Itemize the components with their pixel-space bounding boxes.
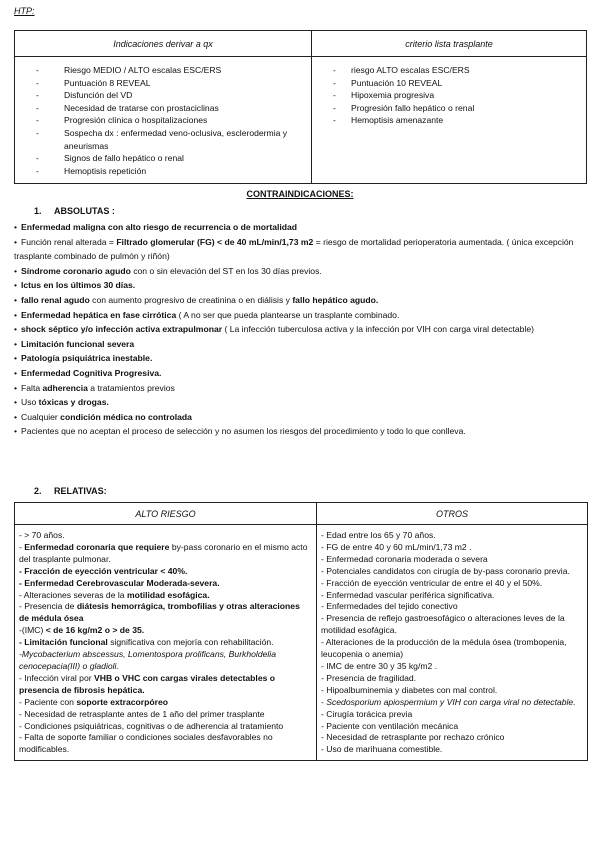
text-run: Enfermedad maligna con alto riesgo de recurrencia o de mortalidad <box>21 222 298 232</box>
indication-item: - Riesgo MEDIO / ALTO escalas ESC/ERS <box>15 64 311 77</box>
text-run: - Enfermedades del tejido conectivo <box>321 601 458 612</box>
other-item <box>321 697 583 709</box>
other-item <box>321 744 583 756</box>
transplant-criteria-header: criterio lista trasplante <box>312 31 587 57</box>
text-run: tóxicas y drogas. <box>38 397 109 408</box>
other-item <box>321 721 583 733</box>
bullet-icon: • <box>14 426 18 437</box>
bullet-icon: • <box>14 411 18 422</box>
other-item <box>321 732 583 744</box>
text-run: ( La infección tuberculosa activa y la infección por VIH con carga viral detectable) <box>222 324 535 335</box>
text-run: condición médica no controlada <box>60 411 192 422</box>
text-run: by-pass coronario en el mismo acto del trasplante pulmonar. <box>19 541 308 564</box>
text-run: - Limitación funcional <box>19 637 108 648</box>
text-run: fallo renal agudo <box>21 294 90 305</box>
high-risk-item <box>19 709 312 721</box>
transplant-criterion-item: - Hemoptisis amenazante <box>312 114 586 127</box>
indication-item: - Hemoptisis repetición <box>15 165 311 178</box>
bullet-icon: • <box>14 294 18 305</box>
text-run: < de 16 kg/m2 o > de 35. <box>45 625 145 636</box>
others-cell <box>317 525 588 761</box>
text-run: - Enfermedad vascular periférica significativa. <box>321 589 495 600</box>
bullet-icon: • <box>14 309 18 320</box>
indications-header: Indicaciones derivar a qx <box>15 31 312 57</box>
other-item <box>321 566 583 578</box>
text-run: - Alteraciones de la producción de la médula ósea (trombopenia, leucopenia o anemia) <box>321 637 567 660</box>
transplant-criterion-item: - Hipoxemia progresiva <box>312 89 586 102</box>
text-run: Síndrome coronario agudo <box>21 265 131 276</box>
text-run: -Mycobacterium abscessus, Lomentospora prolificans, Burkholdelia cenocepacia(III) o gladioli. <box>19 649 276 671</box>
text-run: - Falta de soporte familiar o condiciones sociales desfavorables no modificables. <box>19 732 273 755</box>
absolute-item <box>14 337 588 352</box>
indication-item: - Sospecha dx : enfermedad veno-oclusiva, esclerodermia y aneurismas <box>15 127 311 152</box>
bullet-icon: • <box>14 324 18 335</box>
high-risk-item <box>19 637 312 649</box>
absolute-item <box>14 351 588 366</box>
bullet-icon: • <box>14 397 18 408</box>
high-risk-item <box>19 601 312 625</box>
text-run: Patología psiquiátrica inestable. <box>21 353 153 364</box>
absolute-heading <box>34 206 115 216</box>
other-item <box>321 554 583 566</box>
other-item <box>321 709 583 721</box>
absolute-item <box>14 410 588 425</box>
text-run: Enfermedad Cognitiva Progresiva. <box>21 367 162 378</box>
high-risk-item <box>19 625 312 637</box>
other-item <box>321 637 583 661</box>
text-run: Pacientes que no aceptan el proceso de selección y no asumen los riesgos del procedimiento y todo lo que conlleva. <box>21 426 466 437</box>
text-run: - Fracción de eyección ventricular de entre el 40 y el 50%. <box>321 577 543 588</box>
indication-item: - Puntuación 8 REVEAL <box>15 77 311 90</box>
others-header: OTROS <box>317 503 588 525</box>
absolute-number: 1. <box>34 206 42 216</box>
absolute-item <box>14 424 588 439</box>
text-run: con o sin elevación del ST en los 30 días previos. <box>130 265 322 276</box>
other-item <box>321 578 583 590</box>
text-run: Uso <box>21 397 39 408</box>
absolute-item <box>14 293 588 308</box>
htp-label: HTP: <box>14 6 35 16</box>
absolute-item <box>14 322 588 337</box>
text-run: Enfermedad hepática en fase cirrótica <box>21 309 177 320</box>
indication-item: - Disfunción del VD <box>15 89 311 102</box>
text-run: Enfermedad coronaria que requiere <box>24 541 170 552</box>
text-run: - Edad entre los 65 y 70 años. <box>321 530 436 540</box>
text-run: VHB o VHC con cargas virales detectables o presencia de fibrosis hepática. <box>19 672 276 695</box>
text-run: fallo hepático agudo. <box>292 294 379 305</box>
high-risk-item <box>19 732 312 756</box>
text-run: significativa con mejoría con rehabilitación. <box>107 637 274 648</box>
indication-item: - Signos de fallo hepático o renal <box>15 152 311 165</box>
text-run: - Uso de marihuana comestible. <box>321 744 443 755</box>
absolute-item <box>14 308 588 323</box>
text-run: Falta <box>21 382 43 393</box>
other-item <box>321 530 583 542</box>
text-run: shock séptico y/o infección activa extrapulmonar <box>21 324 223 335</box>
bullet-icon: • <box>14 265 18 276</box>
text-run: - Fracción de eyección ventricular < 40%. <box>19 565 188 576</box>
text-run: - IMC de entre 30 y 35 kg/m2 . <box>321 660 438 671</box>
other-item <box>321 590 583 602</box>
transplant-criterion-item: - Progresión fallo hepático o renal <box>312 102 586 115</box>
high-risk-header: ALTO RIESGO <box>15 503 317 525</box>
high-risk-item <box>19 673 312 697</box>
text-run: - Enfermedad Cerebrovascular Moderada-severa. <box>19 577 220 588</box>
contraindications-title: CONTRAINDICACIONES: <box>246 189 354 199</box>
transplant-criterion-item: - Puntuación 10 REVEAL <box>312 77 586 90</box>
absolute-contraindications-list <box>14 220 588 439</box>
other-item <box>321 661 583 673</box>
relative-number: 2. <box>34 486 42 496</box>
text-run: - Cirugía torácica previa <box>321 708 413 719</box>
text-run: Filtrado glomerular (FG) < de 40 mL/min/1,73 m2 <box>116 236 314 247</box>
high-risk-cell <box>15 525 317 761</box>
text-run: diátesis hemorrágica, trombofilias y otras alteraciones de médula ósea <box>19 601 300 624</box>
high-risk-item <box>19 721 312 733</box>
bullet-icon: • <box>14 382 18 393</box>
bullet-icon: • <box>14 222 18 232</box>
text-run: = riesgo de mortalidad perioperatoria aumentada. ( única excepción trasplante combinado de pulmón y riñón) <box>14 236 574 262</box>
absolute-item <box>14 235 588 264</box>
text-run: con aumento progresivo de creatinina o en diálisis y <box>89 294 293 305</box>
relative-contraindications-table <box>14 502 588 761</box>
high-risk-item <box>19 542 312 566</box>
text-run: - Necesidad de retrasplante por rechazo crónico <box>321 732 505 743</box>
absolute-title: ABSOLUTAS : <box>54 206 115 216</box>
text-run: Ictus en los últimos 30 días. <box>21 280 136 291</box>
text-run: - Presencia de fragilidad. <box>321 672 417 683</box>
text-run: - Infección viral por <box>19 672 94 683</box>
high-risk-item <box>19 566 312 578</box>
text-run: - Alteraciones severas de la <box>19 589 127 600</box>
text-run: a tratamientos previos <box>87 382 175 393</box>
indications-table <box>14 30 587 184</box>
high-risk-item <box>19 649 312 673</box>
text-run: Cualquier <box>21 411 61 422</box>
text-run: - Presencia de reflejo gastroesofágico o alteraciones leves de la motilidad esofágica. <box>321 613 565 636</box>
bullet-icon: • <box>14 280 18 291</box>
other-item <box>321 542 583 554</box>
bullet-icon: • <box>14 338 18 349</box>
other-item <box>321 613 583 637</box>
transplant-criterion-item: - riesgo ALTO escalas ESC/ERS <box>312 64 586 77</box>
transplant-criteria-cell <box>312 57 587 184</box>
relative-title: RELATIVAS: <box>54 486 107 496</box>
high-risk-item <box>19 530 312 542</box>
absolute-item <box>14 220 588 235</box>
text-run: - Potenciales candidatos con cirugía de by-pass coronario previa. <box>321 565 570 576</box>
high-risk-item <box>19 578 312 590</box>
text-run: - Condiciones psiquiátricas, cognitivas o de adherencia al tratamiento <box>19 720 284 731</box>
indication-item: - Necesidad de tratarse con prostaciclinas <box>15 102 311 115</box>
text-run: - Necesidad de retrasplante antes de 1 año del primer trasplante <box>19 708 265 719</box>
text-run: - Paciente con ventilación mecánica <box>321 720 459 731</box>
transplant-criteria-list <box>312 64 586 127</box>
bullet-icon: • <box>14 353 18 364</box>
relative-heading <box>34 486 107 496</box>
text-run: - > 70 años. <box>19 530 65 540</box>
text-run: - Hipoalbuminemia y diabetes con mal control. <box>321 684 498 695</box>
text-run: - Enfermedad coronaria moderada o severa <box>321 553 488 564</box>
bullet-icon: • <box>14 236 18 247</box>
absolute-item <box>14 264 588 279</box>
other-item <box>321 673 583 685</box>
absolute-item <box>14 278 588 293</box>
text-run: adherencia <box>42 382 88 393</box>
indications-list <box>15 64 311 177</box>
absolute-item <box>14 366 588 381</box>
bullet-icon: • <box>14 367 18 378</box>
text-run: -(IMC) <box>19 625 46 636</box>
text-run: - FG de entre 40 y 60 mL/min/1,73 m2 . <box>321 541 472 552</box>
high-risk-item <box>19 697 312 709</box>
text-run: - <box>19 541 25 552</box>
other-item <box>321 601 583 613</box>
text-run: ( A no ser que pueda plantearse un trasplante combinado. <box>176 309 400 320</box>
high-risk-item <box>19 590 312 602</box>
other-item <box>321 685 583 697</box>
text-run: - Presencia de <box>19 601 77 612</box>
text-run: motilidad esofágica. <box>126 589 210 600</box>
text-run: Limitación funcional severa <box>21 338 135 349</box>
absolute-item <box>14 395 588 410</box>
text-run: Función renal alterada = <box>21 236 117 247</box>
text-run: - Scedosporium apiospermium y VIH con carga viral no detectable. <box>321 696 576 707</box>
text-run: soporte extracorpóreo <box>76 696 169 707</box>
text-run: - Paciente con <box>19 696 77 707</box>
indication-item: - Progresión clínica o hospitalizaciones <box>15 114 311 127</box>
indications-cell <box>15 57 312 184</box>
absolute-item <box>14 381 588 396</box>
